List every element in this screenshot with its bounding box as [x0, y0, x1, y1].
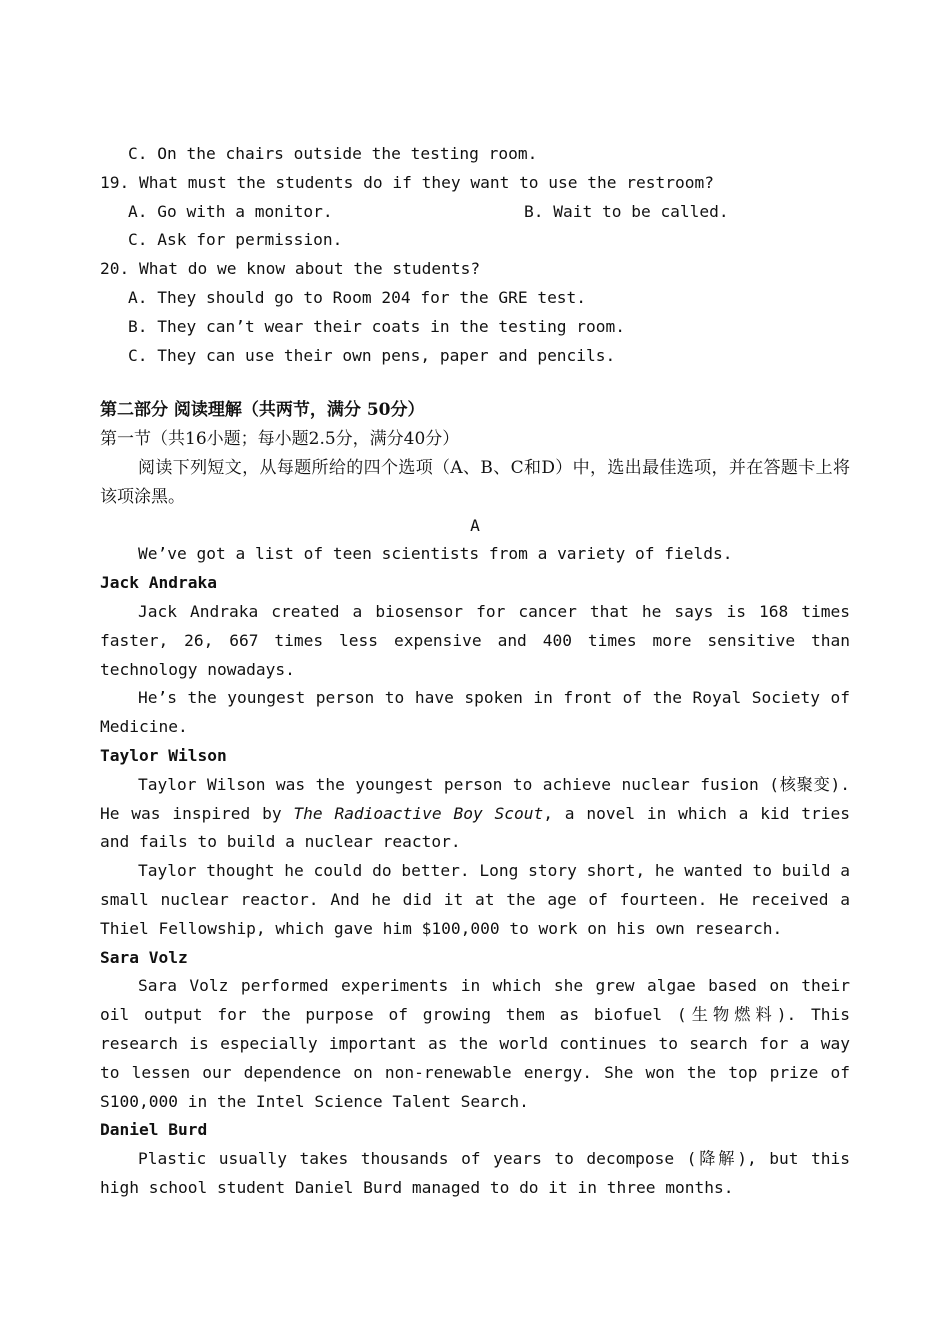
taylor-paragraph-1 — [100, 771, 850, 857]
taylor-paragraph-2: Taylor thought he could do better. Long story short, he wanted to build a small nuclear reactor. And he did it at the age of fourteen. He received a Thiel Fellowship, which gave him $100,000 to work on his own research. — [100, 861, 850, 938]
q20-option-c: C. They can use their own pens, paper and pencils. — [128, 345, 616, 365]
taylor-p1-end: , a novel in which a kid tries and fails to build a nuclear reactor. — [100, 803, 851, 852]
part-two-title: 第二部分 阅读理解（共两节，满分 50分） — [100, 400, 425, 421]
q19-option-c: C. Ask for permission. — [128, 230, 343, 250]
q20-option-b: B. They can’t wear their coats in the testing room. — [128, 316, 626, 336]
reading-instruction: 阅读下列短文，从每题所给的四个选项（A、B、C和D）中，选出最佳选项，并在答题卡上将该项涂黑。 — [100, 457, 850, 507]
section-one-title: 第一节（共16小题；每小题2.5分，满分40分） — [100, 429, 460, 450]
passage-intro: We’ve got a list of teen scientists from a variety of fields. — [138, 544, 733, 564]
heading-taylor-wilson: Taylor Wilson — [100, 745, 227, 765]
q19-question: 19. What must the students do if they want to use the restroom? — [100, 172, 714, 192]
q19-option-a: A. Go with a monitor. — [128, 201, 333, 221]
q20-question: 20. What do we know about the students? — [100, 259, 481, 279]
exam-page — [100, 140, 850, 1203]
novel-title: The Radioactive Boy Scout — [293, 803, 544, 823]
sara-paragraph-1: Sara Volz performed experiments in which she grew algae based on their oil output for the purpose of growing them as biofuel (生物燃料). This research is especially important as the world continues to search for a way to lessen our dependence on non-renewable energy. She won the top prize of S100,000 in the Intel Science Talent Search. — [100, 976, 850, 1111]
heading-jack-andraka: Jack Andraka — [100, 573, 217, 593]
heading-daniel-burd: Daniel Burd — [100, 1120, 208, 1140]
q19-options-row — [100, 198, 850, 227]
daniel-paragraph-1: Plastic usually takes thousands of years to decompose (降解), but this high school student Daniel Burd managed to do it in three months. — [100, 1149, 850, 1197]
q18-option-c: C. On the chairs outside the testing room. — [128, 144, 538, 163]
q19-option-b: B. Wait to be called. — [524, 201, 729, 221]
taylor-p1-start: Taylor Wilson was the youngest person to achieve nuclear fusion (核聚变). He was inspired by — [100, 774, 850, 823]
heading-sara-volz: Sara Volz — [100, 947, 188, 967]
passage-label: A — [470, 515, 480, 535]
jack-paragraph-1: Jack Andraka created a biosensor for cancer that he says is 168 times faster, 26, 667 times less expensive and 400 times more sensitive than technology nowadays. — [100, 601, 850, 679]
jack-paragraph-2: He’s the youngest person to have spoken in front of the Royal Society of Medicine. — [100, 688, 850, 737]
q20-option-a: A. They should go to Room 204 for the GRE test. — [128, 287, 587, 307]
